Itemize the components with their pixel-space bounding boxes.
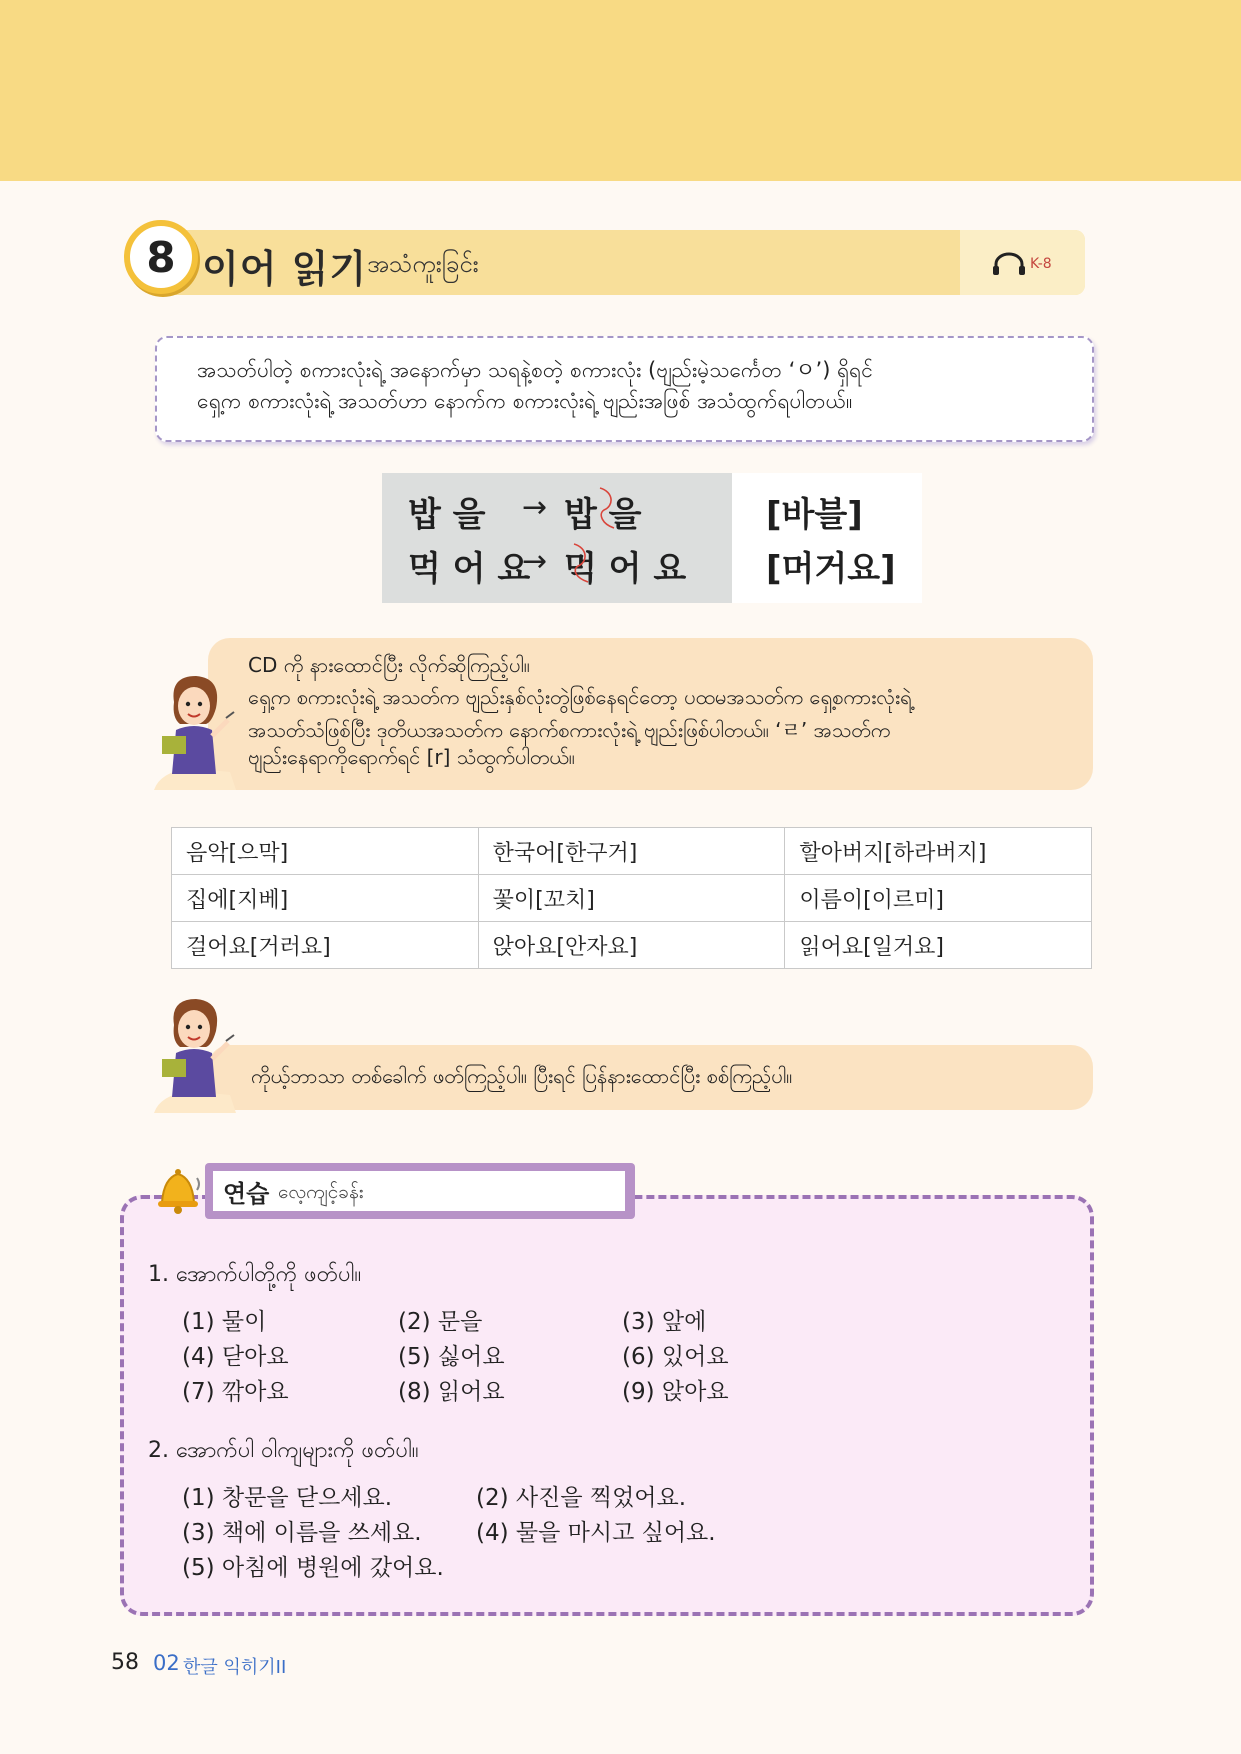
teacher-illustration xyxy=(150,995,240,1113)
teacher-illustration xyxy=(150,672,240,790)
headphones-icon xyxy=(992,252,1026,276)
tip-line-4: ဗျည်းနေရာကိုရောက်ရင် [r] သံထွက်ပါတယ်။ xyxy=(248,745,575,769)
q1-item: (4) 닫아요 xyxy=(182,1344,289,1370)
practice-title: 연습 xyxy=(223,1180,270,1208)
q2-item: (3) 책에 이름을 쓰세요. xyxy=(182,1520,422,1546)
table-cell: 앉아요[안자요] xyxy=(478,922,785,969)
example-pron-1: [바블] xyxy=(766,495,863,535)
section-title: 이어 읽기 xyxy=(202,247,368,291)
q2-item: (4) 물을 마시고 싶어요. xyxy=(476,1520,716,1546)
example-word-2: 먹 어 요 xyxy=(408,549,531,589)
question-2: 2. အောက်ပါ ဝါကျများကို ဖတ်ပါ။ xyxy=(148,1438,419,1463)
section-number: 8 xyxy=(124,220,198,294)
table-row xyxy=(172,875,1092,922)
top-band xyxy=(0,0,1241,181)
q2-item: (2) 사진을 찍었어요. xyxy=(476,1485,687,1511)
q1-item: (8) 읽어요 xyxy=(398,1379,505,1405)
q1-item: (1) 물이 xyxy=(182,1309,267,1335)
question-1: 1. အောက်ပါတို့ကို ဖတ်ပါ။ xyxy=(148,1262,362,1287)
q1-item: (5) 싫어요 xyxy=(398,1344,505,1370)
table-cell: 할아버지[하라버지] xyxy=(785,828,1092,875)
section-header xyxy=(130,230,1090,295)
track-label: K-8 xyxy=(1030,256,1052,272)
q2-item: (5) 아침에 병원에 갔어요. xyxy=(182,1555,444,1581)
tip-line-1: CD ကို နားထောင်ပြီး လိုက်ဆိုကြည့်ပါ။ xyxy=(248,653,530,677)
q1-item: (3) 앞에 xyxy=(622,1309,707,1335)
example-linked-1: 밥 을 xyxy=(564,495,642,535)
table-cell: 꽃이[꼬치] xyxy=(478,875,785,922)
table-row xyxy=(172,922,1092,969)
rule-line-2: ရှေ့က စကားလုံးရဲ့ အသတ်ဟာ နောက်က စကားလုံးရဲ့ ဗျည်းအဖြစ် အသံထွက်ရပါတယ်။ xyxy=(197,389,853,413)
example-word-1: 밥 을 xyxy=(408,495,486,535)
chapter-title: 한글 익히기II xyxy=(183,1657,287,1678)
page-number: 58 xyxy=(111,1650,139,1675)
rule-line-1: အသတ်ပါတဲ့ စကားလုံးရဲ့ အနောက်မှာ သရနဲ့စတဲ့ စကားလုံး (ဗျည်းမဲ့သင်္ကေတ ‘ㅇ’) ရှိရင် xyxy=(197,358,873,382)
tip-box xyxy=(208,638,1093,790)
table-row xyxy=(172,828,1092,875)
practice-subtitle: လေ့ကျင့်ခန်း xyxy=(278,1181,364,1203)
link-curve-icon xyxy=(568,536,594,586)
arrow-icon: → xyxy=(522,544,548,579)
tip-line-3: အသတ်သံဖြစ်ပြီး ဒုတိယအသတ်က နောက်စကားလုံးရဲ့ ဗျည်းဖြစ်ပါတယ်။ ‘ㄹ’ အသတ်က xyxy=(248,718,891,742)
tip-line-2: ရှေ့က စကားလုံးရဲ့ အသတ်က ဗျည်းနှစ်လုံးတွဲဖြစ်နေရင်တော့ ပထမအသတ်က ရှေ့စကားလုံးရဲ့ xyxy=(248,685,912,709)
q1-item: (2) 문을 xyxy=(398,1309,483,1335)
chapter-number: 02 xyxy=(153,1651,180,1675)
rule-box xyxy=(155,336,1094,442)
bell-icon xyxy=(152,1164,204,1216)
example-pron-2: [머거요] xyxy=(766,549,896,589)
table-cell: 이름이[이르미] xyxy=(785,875,1092,922)
table-cell: 한국어[한구거] xyxy=(478,828,785,875)
q2-item: (1) 창문을 닫으세요. xyxy=(182,1485,393,1511)
table-cell: 읽어요[일거요] xyxy=(785,922,1092,969)
q1-item: (6) 있어요 xyxy=(622,1344,729,1370)
section-subtitle: အသံကူးခြင်း xyxy=(367,250,479,278)
table-cell: 걸어요[거러요] xyxy=(172,922,479,969)
words-table xyxy=(171,827,1092,969)
audio-track[interactable] xyxy=(992,252,1052,276)
table-cell: 음악[으막] xyxy=(172,828,479,875)
table-cell: 집에[지베] xyxy=(172,875,479,922)
q1-item: (9) 앉아요 xyxy=(622,1379,729,1405)
practice-tab-inner xyxy=(213,1171,625,1211)
arrow-icon: → xyxy=(522,490,548,525)
tip-box-self-read xyxy=(208,1045,1093,1110)
link-curve-icon xyxy=(596,482,620,532)
example-linked-2: 먹 어 요 xyxy=(564,549,687,589)
q1-item: (7) 깎아요 xyxy=(182,1379,289,1405)
tip-self-read-text: ကိုယ့်ဘာသာ တစ်ခေါက် ဖတ်ကြည့်ပါ။ ပြီးရင် ပြန်နားထောင်ပြီး စစ်ကြည့်ပါ။ xyxy=(251,1064,793,1088)
